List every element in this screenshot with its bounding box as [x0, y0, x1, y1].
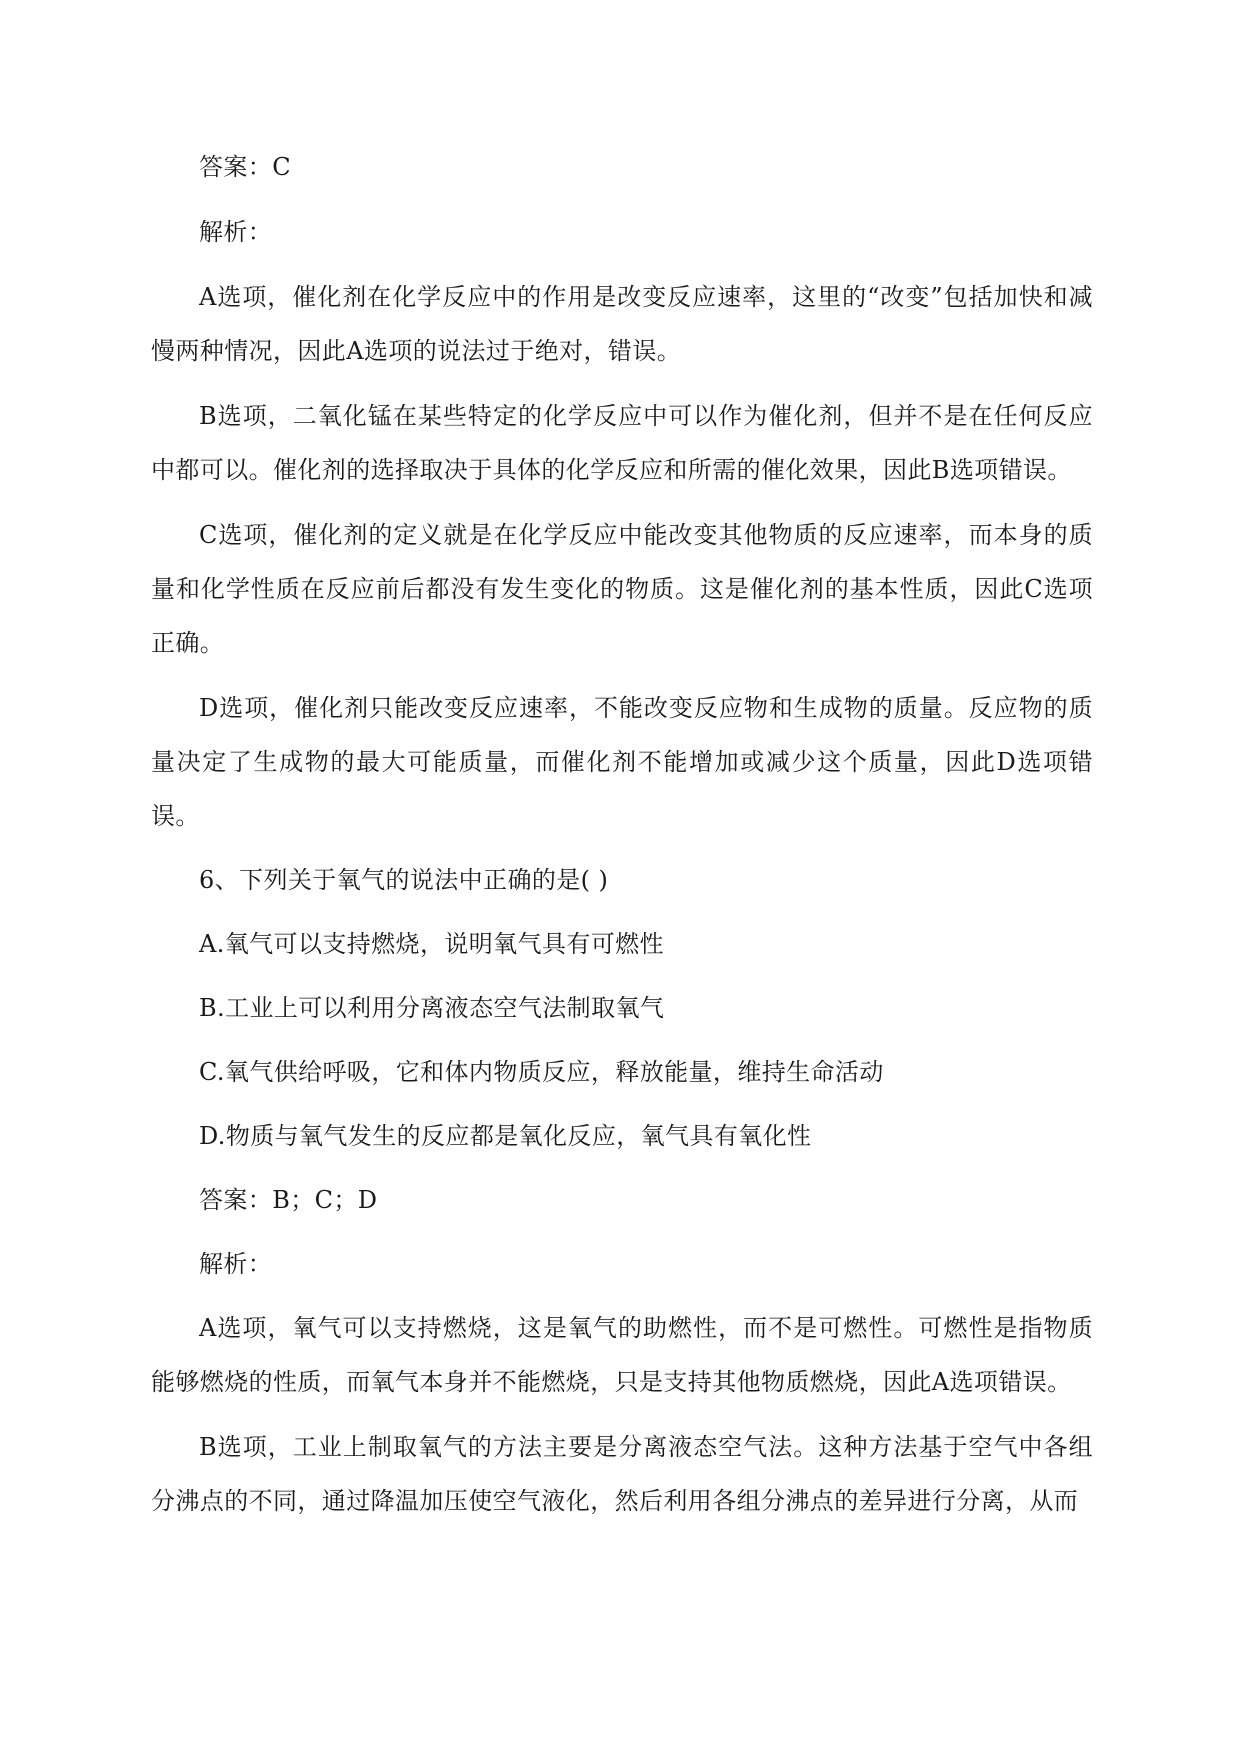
- q6-analysis-label: 解析：: [199, 1250, 273, 1278]
- q6-analysis-option-a: A选项，氧气可以支持燃烧，这是氧气的助燃性，而不是可燃性。可燃性是指物质能够燃烧的性质，而氧气本身并不能燃烧，只是支持其他物质燃烧，因此A选项错误。: [151, 1314, 1093, 1396]
- q6-option-a: A.氧气可以支持燃烧，说明氧气具有可燃性: [199, 930, 664, 958]
- q6-analysis-option-b: B选项，工业上制取氧气的方法主要是分离液态空气法。这种方法基于空气中各组分沸点的不同，通过降温加压使空气液化，然后利用各组分沸点的差异进行分离，从而: [151, 1433, 1093, 1515]
- q6-answer: 答案：B；C；D: [199, 1186, 378, 1214]
- q6-option-b: B.工业上可以利用分离液态空气法制取氧气: [199, 994, 665, 1022]
- q5-analysis-option-c: C选项，催化剂的定义就是在化学反应中能改变其他物质的反应速率，而本身的质量和化学性质在反应前后都没有发生变化的物质。这是催化剂的基本性质，因此C选项正确。: [151, 521, 1093, 657]
- q5-analysis-option-b: B选项，二氧化锰在某些特定的化学反应中可以作为催化剂，但并不是在任何反应中都可以。催化剂的选择取决于具体的化学反应和所需的催化效果，因此B选项错误。: [151, 402, 1093, 484]
- document-body: [151, 140, 1093, 1528]
- q5-analysis-option-a: A选项，催化剂在化学反应中的作用是改变反应速率，这里的“改变”包括加快和减慢两种情况，因此A选项的说法过于绝对，错误。: [151, 283, 1093, 365]
- q5-analysis-option-d: D选项，催化剂只能改变反应速率，不能改变反应物和生成物的质量。反应物的质量决定了生成物的最大可能质量，而催化剂不能增加或减少这个质量，因此D选项错误。: [151, 694, 1093, 830]
- q6-option-c: C.氧气供给呼吸，它和体内物质反应，释放能量，维持生命活动: [199, 1058, 884, 1086]
- q6-question-stem: 6、下列关于氧气的说法中正确的是( ): [199, 866, 609, 894]
- q6-option-d: D.物质与氧气发生的反应都是氧化反应，氧气具有氧化性: [199, 1122, 812, 1150]
- q5-answer: 答案：C: [199, 153, 291, 181]
- q5-analysis-label: 解析：: [199, 218, 273, 246]
